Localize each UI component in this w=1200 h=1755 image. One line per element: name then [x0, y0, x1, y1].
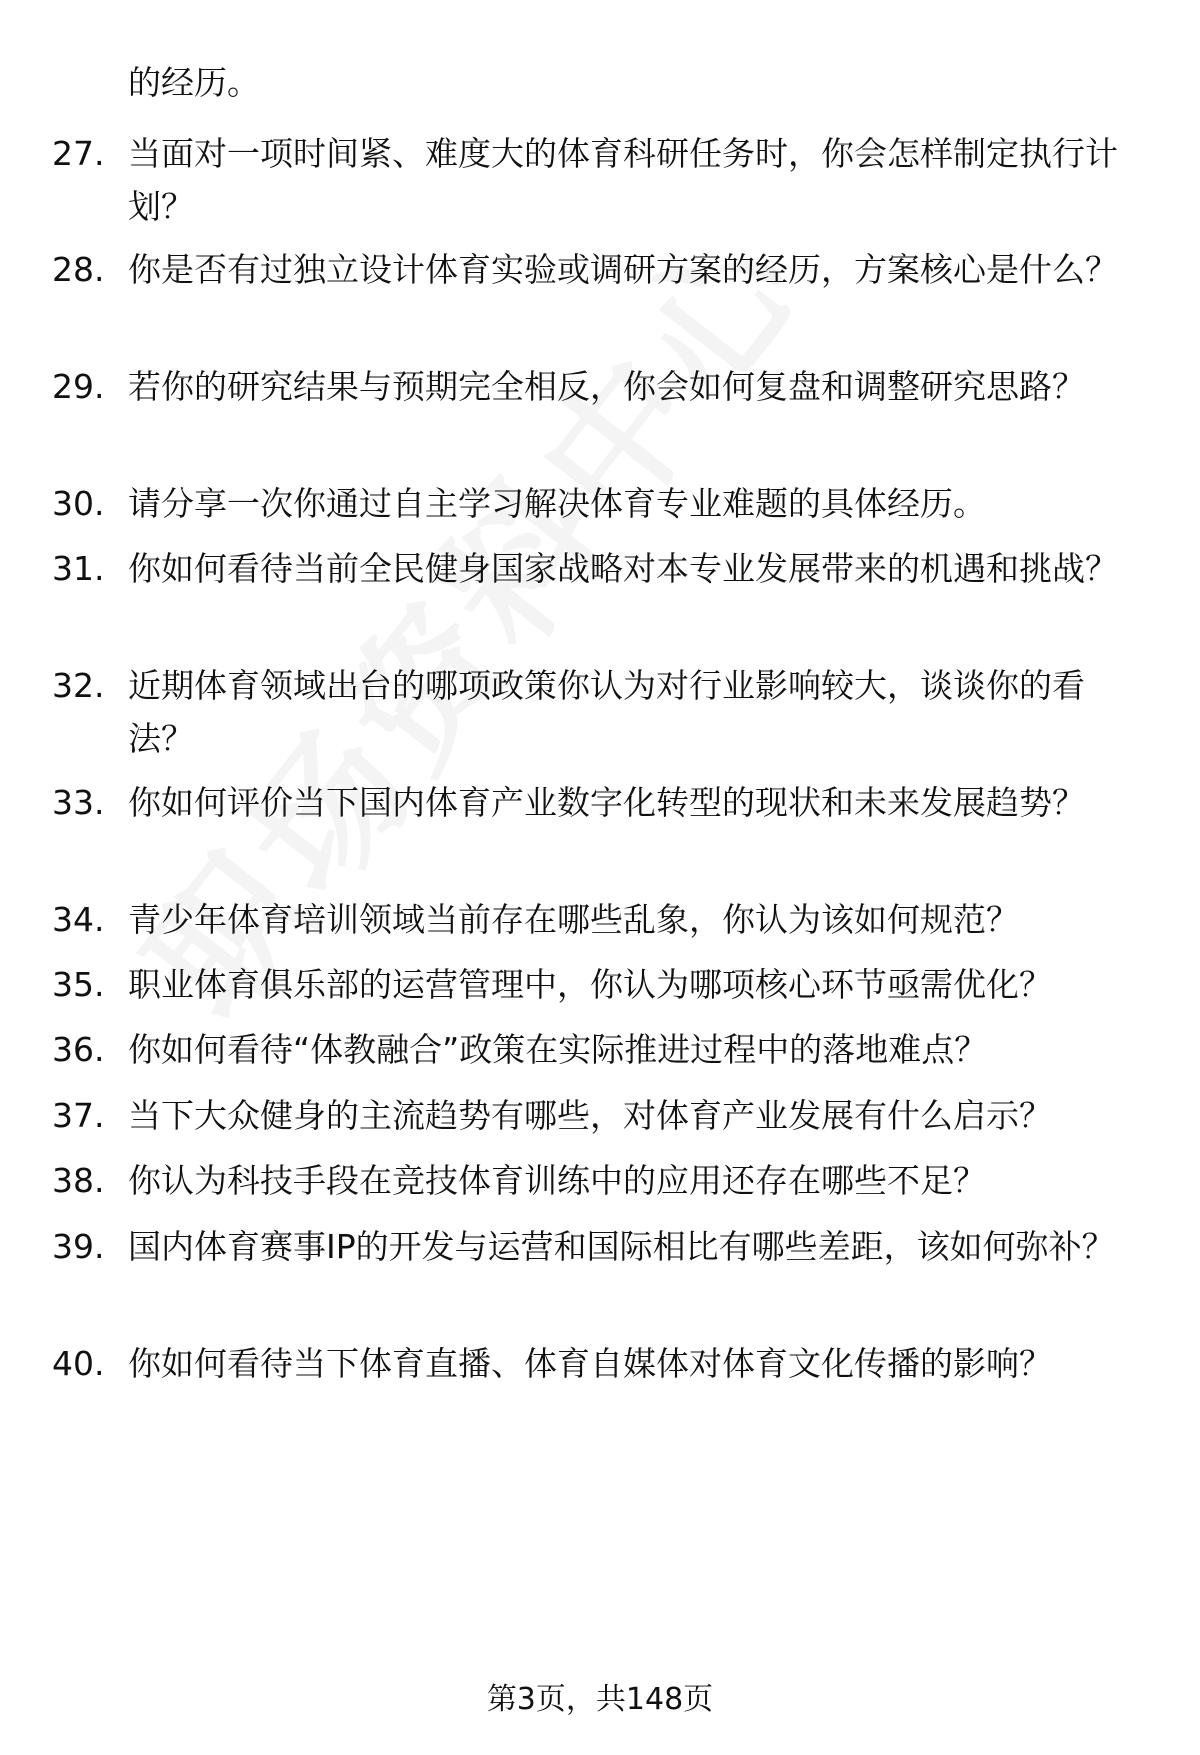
question-item — [52, 477, 1142, 530]
question-item — [52, 1337, 1142, 1390]
question-text: 你如何评价当下国内体育产业数字化转型的现状和未来发展趋势？ — [128, 783, 1085, 822]
question-text: 你认为科技手段在竞技体育训练中的应用还存在哪些不足？ — [128, 1161, 986, 1200]
question-number: 39. — [52, 1227, 105, 1266]
question-number: 31. — [52, 549, 105, 588]
question-text: 近期体育领域出台的哪项政策你认为对行业影响较大，谈谈你的看法？ — [128, 666, 1085, 758]
question-item — [52, 659, 1142, 765]
question-item — [52, 1089, 1142, 1142]
question-item — [52, 243, 1142, 296]
question-text: 你如何看待当下体育直播、体育自媒体对体育文化传播的影响？ — [128, 1344, 1052, 1383]
question-number: 27. — [52, 134, 105, 173]
question-number: 37. — [52, 1096, 105, 1135]
question-item — [52, 360, 1142, 413]
page-footer: 第3页，共148页 — [486, 1682, 714, 1717]
question-number: 32. — [52, 666, 105, 705]
question-item — [52, 1023, 1142, 1076]
question-text: 当面对一项时间紧、难度大的体育科研任务时，你会怎样制定执行计划？ — [128, 134, 1118, 226]
question-item — [52, 776, 1142, 829]
question-text: 若你的研究结果与预期完全相反，你会如何复盘和调整研究思路？ — [128, 367, 1085, 406]
question-item — [52, 127, 1142, 233]
question-text: 你如何看待“体教融合”政策在实际推进过程中的落地难点？ — [128, 1030, 988, 1069]
question-item — [52, 958, 1142, 1011]
question-item — [52, 542, 1142, 595]
question-text: 职业体育俱乐部的运营管理中，你认为哪项核心环节亟需优化？ — [128, 965, 1052, 1004]
question-item — [52, 1154, 1142, 1207]
question-number: 36. — [52, 1030, 105, 1069]
question-number: 29. — [52, 367, 105, 406]
question-text: 当下大众健身的主流趋势有哪些，对体育产业发展有什么启示？ — [128, 1096, 1052, 1135]
question-number: 33. — [52, 783, 105, 822]
question-item — [52, 893, 1142, 946]
question-text: 你如何看待当前全民健身国家战略对本专业发展带来的机遇和挑战？ — [128, 549, 1118, 588]
question-text: 你是否有过独立设计体育实验或调研方案的经历，方案核心是什么？ — [128, 250, 1118, 289]
question-number: 34. — [52, 900, 105, 939]
question-text: 国内体育赛事IP的开发与运营和国际相比有哪些差距，该如何弥补？ — [128, 1227, 1115, 1266]
question-text: 青少年体育培训领域当前存在哪些乱象，你认为该如何规范？ — [128, 900, 1019, 939]
question-item — [52, 1220, 1142, 1273]
question-number: 28. — [52, 250, 105, 289]
question-number: 38. — [52, 1161, 105, 1200]
question-number: 40. — [52, 1344, 105, 1383]
question-number: 30. — [52, 484, 105, 523]
question-number: 35. — [52, 965, 105, 1004]
question-text: 请分享一次你通过自主学习解决体育专业难题的具体经历。 — [128, 484, 986, 523]
continuation-text: 的经历。 — [128, 63, 260, 102]
